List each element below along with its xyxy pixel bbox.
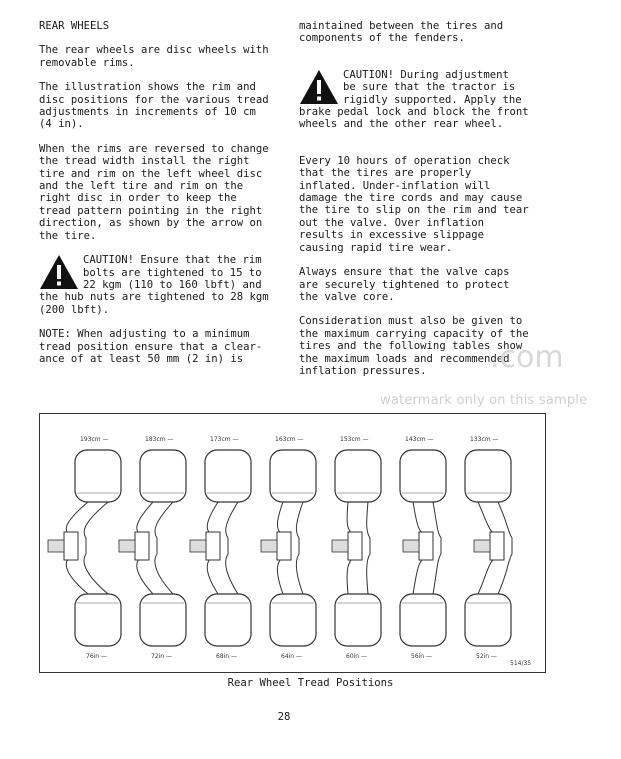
hub [206, 532, 220, 560]
paragraph: The rear wheels are disc wheels with removable rims. [39, 44, 269, 69]
caution-text: the hub nuts are tightened to 28 kgm (200 lbft). [39, 291, 269, 316]
tire-lower [205, 594, 251, 646]
hub [490, 532, 504, 560]
watermark-site: .com [490, 340, 564, 375]
tread-label-top: 173cm — [210, 436, 239, 443]
tire-lower [465, 594, 511, 646]
rim-outline [296, 502, 303, 594]
rim-outline [155, 502, 173, 594]
axle [474, 540, 490, 552]
axle [48, 540, 64, 552]
axle [261, 540, 277, 552]
paragraph: Consideration must also be given to the maximum carrying capacity of the tires and the following tables show the maximum loads and recommended inflation pressures. [299, 315, 529, 377]
tread-label-bottom: 76in — [86, 653, 108, 660]
tire-upper [270, 450, 316, 502]
tire-upper [335, 450, 381, 502]
hub [135, 532, 149, 560]
axle [332, 540, 348, 552]
paragraph: When the rims are reversed to change the tread width install the right tire and rim on the left wheel disc and the left tire and rim on the right disc in order to keep the tread pattern pointing in the right direction, as shown by the arrow on the tire. [39, 142, 269, 242]
tread-label-bottom: 64in — [281, 653, 303, 660]
tread-label-bottom: 72in — [151, 653, 173, 660]
paragraph: The illustration shows the rim and disc positions for the various tread adjustments in increments of 10 cm (4 in). [39, 81, 269, 131]
figure-caption: Rear Wheel Tread Positions [227, 677, 394, 689]
tread-label-bottom: 68in — [216, 653, 238, 660]
warning-icon [39, 254, 79, 290]
axle [119, 540, 135, 552]
watermark-text: watermark only on this sample [380, 393, 588, 408]
rim-outline [226, 502, 238, 594]
hub [64, 532, 78, 560]
figure-ref-code: 514/35 [510, 660, 532, 667]
axle [403, 540, 419, 552]
tire-upper [75, 450, 121, 502]
caution-text: CAUTION! During adjustment be sure that the tractor is rigidly supported. Apply the [343, 68, 522, 106]
rim-outline [367, 502, 370, 594]
tread-label-top: 153cm — [340, 436, 369, 443]
hub [419, 532, 433, 560]
page-number: 28 [277, 711, 291, 723]
left-column [39, 20, 275, 377]
paragraph: maintained between the tires and components of the fenders. [299, 20, 504, 45]
caution-text: brake pedal lock and block the front wheels and the other rear wheel. [299, 106, 529, 131]
hub [277, 532, 291, 560]
warning-icon [299, 69, 339, 105]
tire-upper [140, 450, 186, 502]
tread-label-top: 133cm — [470, 436, 499, 443]
tread-diagram [40, 414, 545, 672]
tire-lower [400, 594, 446, 646]
tire-lower [140, 594, 186, 646]
tread-label-top: 183cm — [145, 436, 174, 443]
tire-lower [270, 594, 316, 646]
tire-lower [75, 594, 121, 646]
tread-label-top: 143cm — [405, 436, 434, 443]
tread-label-top: 193cm — [80, 436, 109, 443]
tire-upper [465, 450, 511, 502]
rim-outline [433, 502, 441, 594]
tread-label-bottom: 56in — [411, 653, 433, 660]
paragraph: Always ensure that the valve caps are securely tightened to protect the valve core. [299, 266, 510, 303]
hub [348, 532, 362, 560]
note: NOTE: When adjusting to a minimum tread position ensure that a clear- ance of at least 50 mm (2 in) is [39, 328, 263, 365]
rim-outline [84, 502, 108, 594]
section-heading: REAR WHEELS [39, 20, 110, 32]
tire-upper [205, 450, 251, 502]
caution-block [299, 69, 535, 131]
tire-upper [400, 450, 446, 502]
right-column [299, 20, 535, 389]
caution-block [39, 254, 275, 316]
tire-lower [335, 594, 381, 646]
tread-positions-figure [39, 413, 546, 673]
tread-label-bottom: 52in — [476, 653, 498, 660]
paragraph: Every 10 hours of operation check that the tires are properly inflated. Under-inflation will damage the tire cords and may cause the tire to slip on the rim and tear out the valve. Over inflation results in excessive slippage causing rapid tire wear. [299, 154, 529, 254]
axle [190, 540, 206, 552]
tread-label-top: 163cm — [275, 436, 304, 443]
tread-label-bottom: 60in — [346, 653, 368, 660]
caution-text: CAUTION! Ensure that the rim bolts are tightened to 15 to 22 kgm (110 to 160 lbft) and [83, 254, 262, 291]
